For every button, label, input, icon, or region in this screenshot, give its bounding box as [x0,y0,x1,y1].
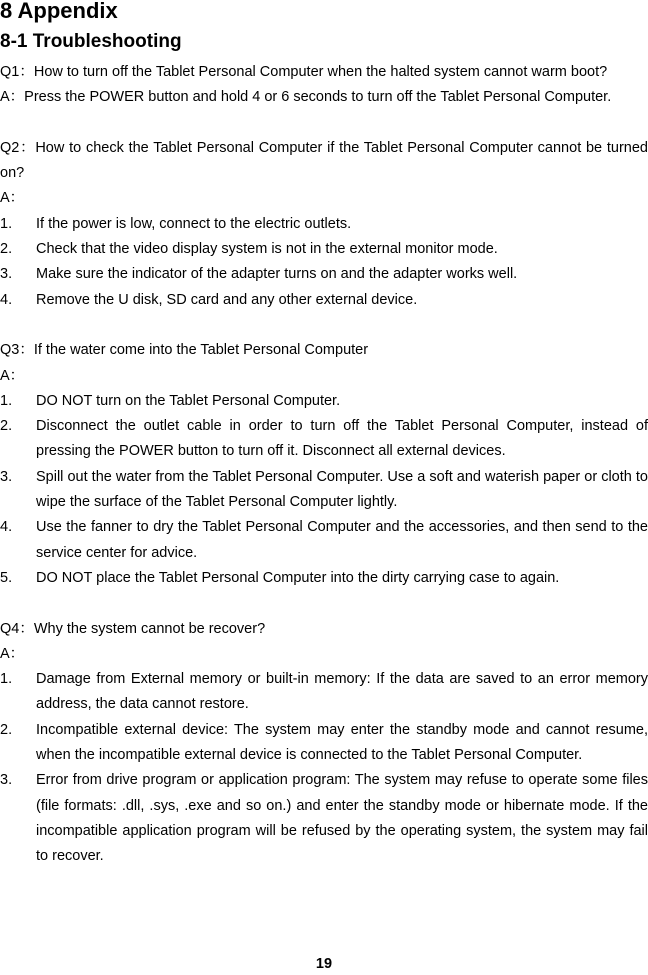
list-number: 3. [0,468,13,485]
list-number: 1. [0,215,13,232]
q3-question: Q3：If the water come into the Tablet Personal Computer [0,342,369,359]
q4-question: Q4：Why the system cannot be recover? [0,620,266,637]
spacer [0,591,648,616]
list-number: 3. [0,266,13,283]
list-item-text: Disconnect the outlet cable in order to turn off the Tablet Personal Computer, instead of pressing the POWER button to turn off it. Disconnect all external devices. [36,418,648,460]
page-number: 19 [315,956,333,972]
list-number: 5. [0,569,13,586]
q3-list-item [0,515,648,566]
q2-list-item [0,237,648,262]
q2-answer-label: A： [0,190,25,207]
list-item-text: Remove the U disk, SD card and any other external device. [36,291,418,308]
q2-question: Q2：How to check the Tablet Personal Computer if the Tablet Personal Computer cannot be turned on? [0,139,648,182]
spacer [0,111,648,136]
list-item-text: Damage from External memory or built-in memory: If the data are saved to an error memory address, the data cannot restore. [36,671,648,713]
list-item-text: DO NOT place the Tablet Personal Computer into the dirty carrying case to again. [36,569,560,586]
section-heading: 8 Appendix [0,0,118,23]
q2-list-item [0,212,648,237]
q3-list-item [0,465,648,516]
q2-list-item [0,288,648,313]
q4-list-item [0,667,648,718]
list-item-text: Make sure the indicator of the adapter turns on and the adapter works well. [36,266,518,283]
list-number: 2. [0,721,13,738]
list-item-text: If the power is low, connect to the electric outlets. [36,215,352,232]
spacer [0,313,648,338]
list-item-text: Spill out the water from the Tablet Personal Computer. Use a soft and waterish paper or cloth to wipe the surface of the Tablet Personal Computer lightly. [36,468,648,511]
list-item-text: Error from drive program or application program: The system may refuse to operate some files (file formats: .dll, .sys, .exe and so on.) and enter the standby mode or hibernate mode. If the incompatible application program will be refused by the operating system, the system may fail to recover. [36,772,648,865]
q2-list-item [0,262,648,287]
list-number: 2. [0,418,13,435]
subsection-heading: 8-1 Troubleshooting [0,31,182,52]
list-item-text: Check that the video display system is not in the external monitor mode. [36,241,498,258]
q4-list-item [0,768,648,869]
list-item-text: Incompatible external device: The system may enter the standby mode and cannot resume, when the incompatible external device is connected to the Tablet Personal Computer. [36,721,648,764]
q3-list-item [0,414,648,465]
q1-answer: A：Press the POWER button and hold 4 or 6 seconds to turn off the Tablet Personal Computer. [0,89,612,106]
troubleshooting-body [0,60,648,870]
list-number: 4. [0,519,13,536]
list-number: 2. [0,241,13,258]
q4-list-item [0,718,648,769]
list-item-text: DO NOT turn on the Tablet Personal Computer. [36,392,341,409]
q3-list-item [0,389,648,414]
list-number: 1. [0,392,13,409]
list-item-text: Use the fanner to dry the Tablet Personal Computer and the accessories, and then send to the service center for advice. [36,519,648,561]
q1-question: Q1：How to turn off the Tablet Personal Computer when the halted system cannot warm boot? [0,64,608,80]
list-number: 4. [0,291,13,308]
list-number: 3. [0,772,13,789]
list-number: 1. [0,671,13,688]
q3-list-item [0,566,648,591]
q3-answer-label: A： [0,367,25,384]
q4-answer-label: A： [0,645,25,662]
